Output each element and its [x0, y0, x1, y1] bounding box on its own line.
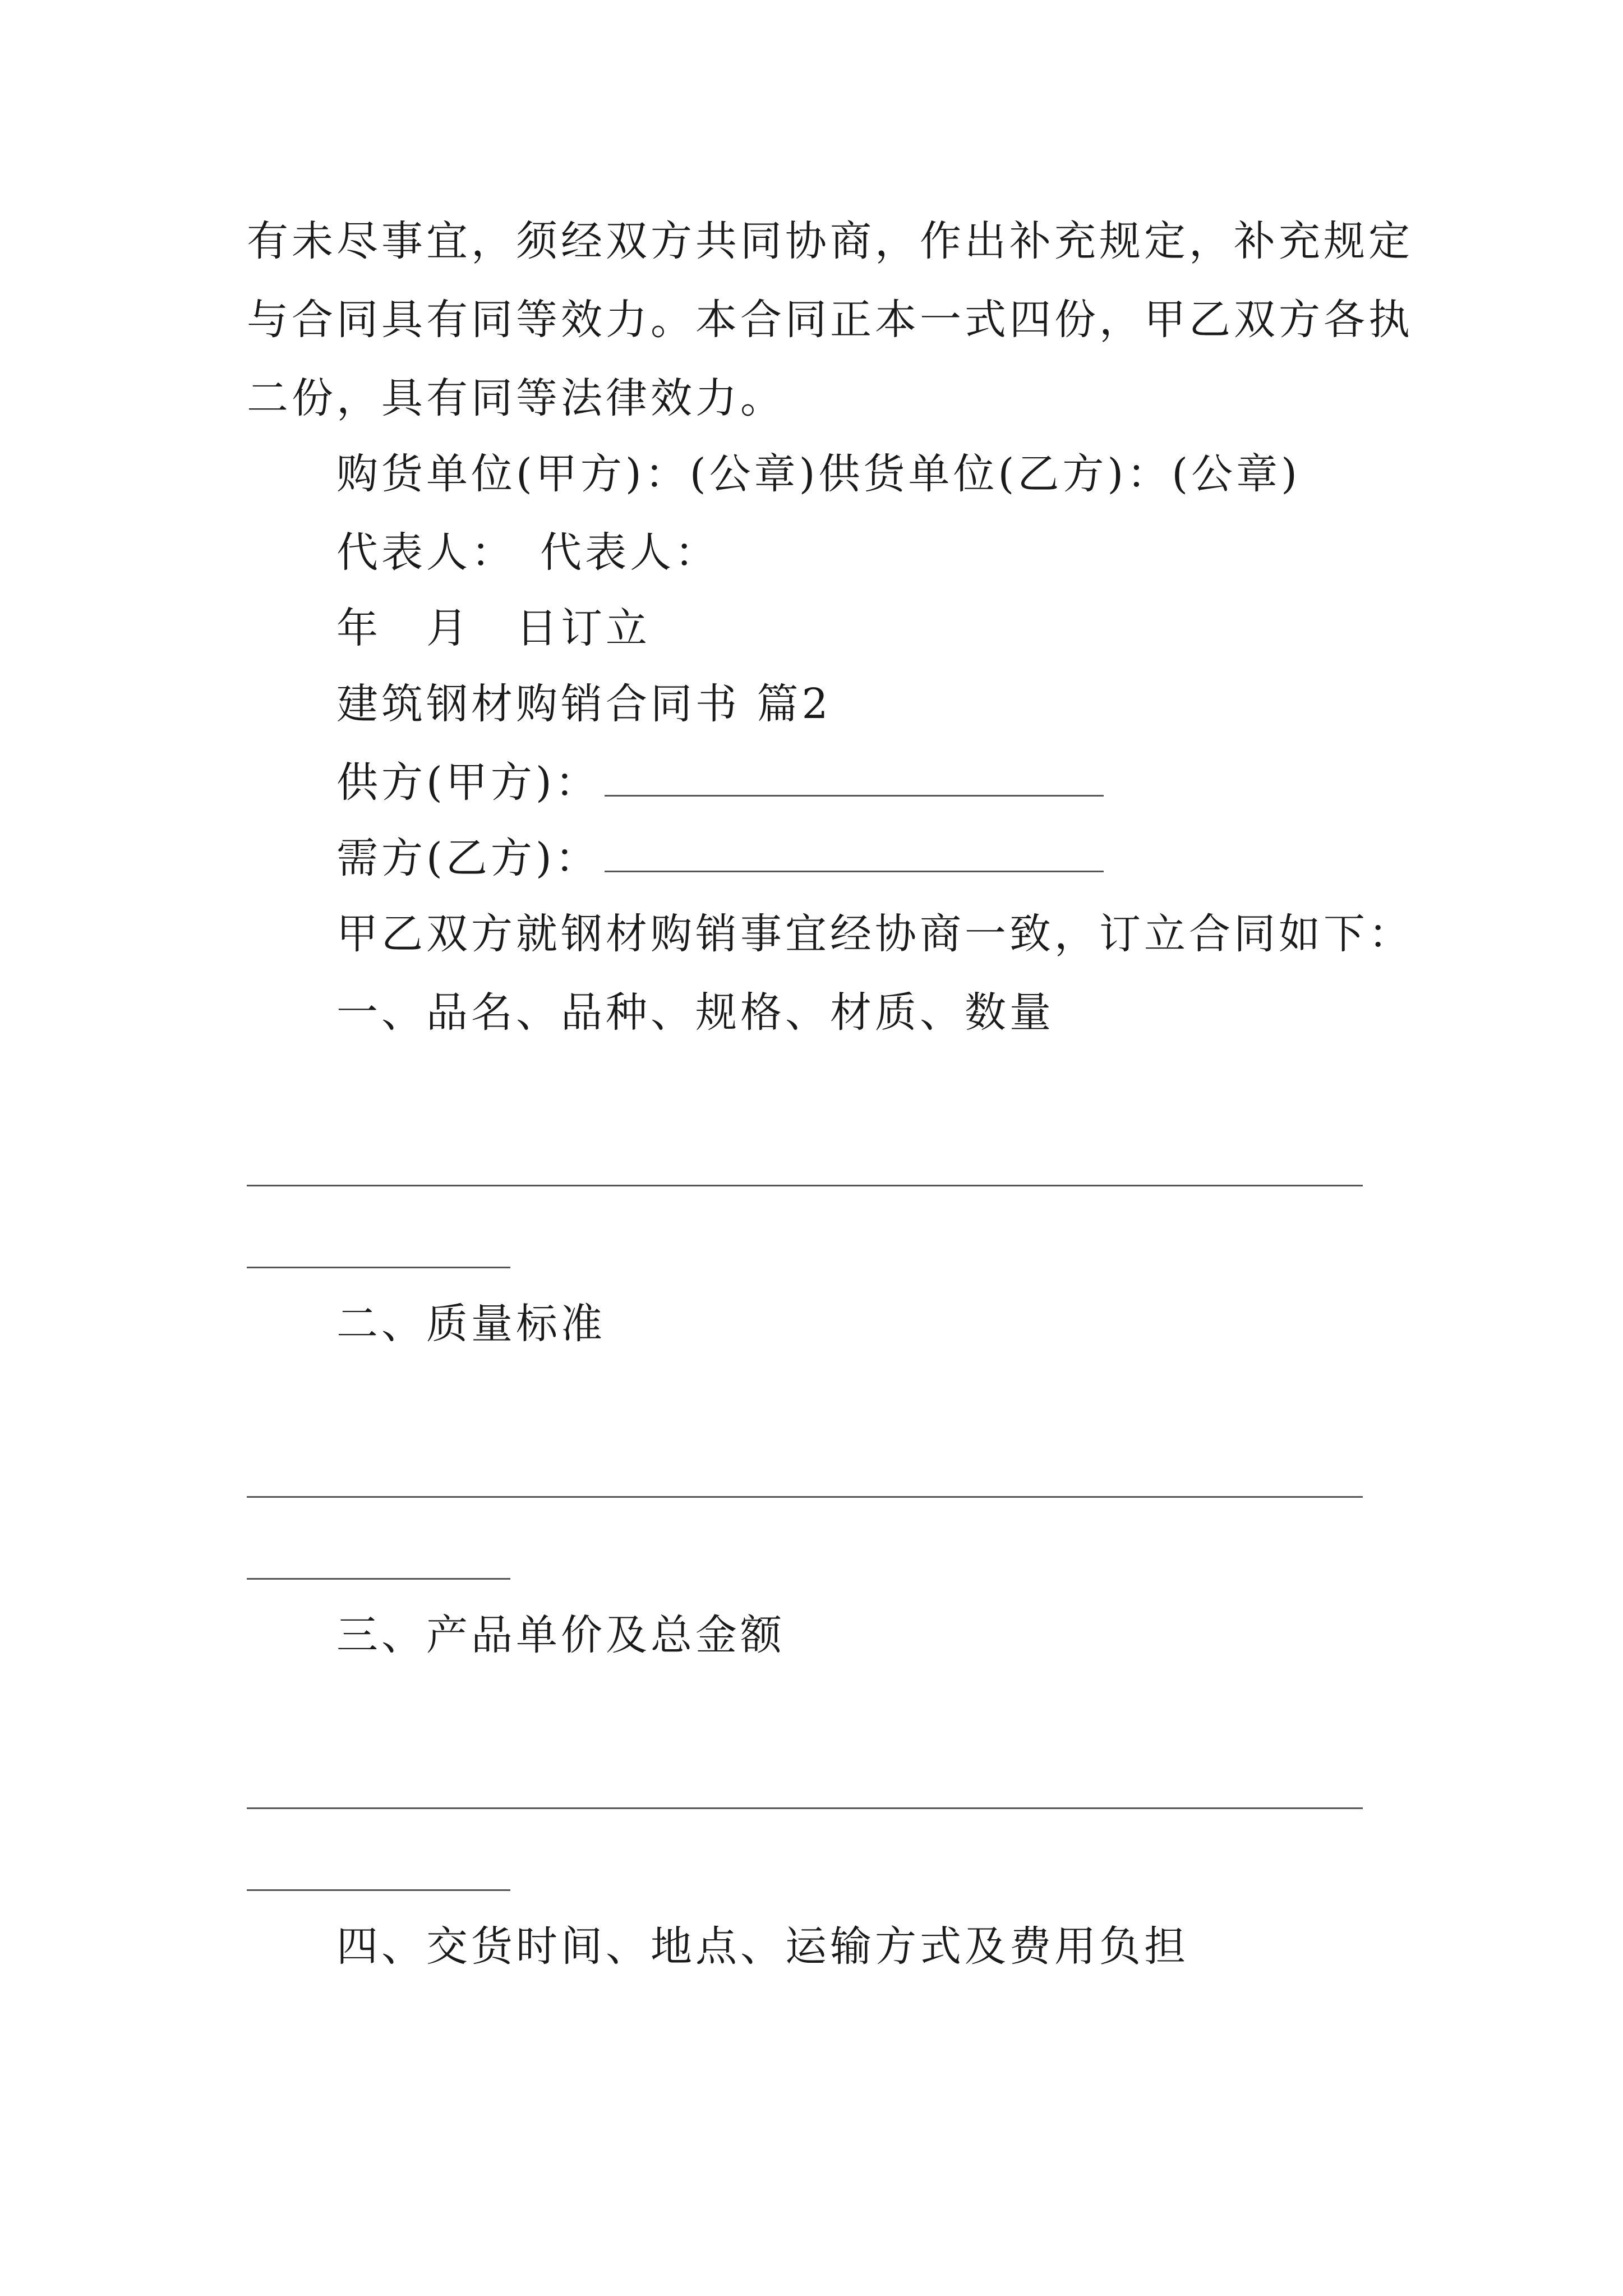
- paragraph-line-1: 有未尽事宜，须经双方共同协商，作出补充规定，补充规定: [247, 217, 1413, 265]
- intro-text: 甲乙双方就钢材购销事宜经协商一致，订立合同如下：: [336, 910, 1413, 958]
- clause-3-blank-line[interactable]: [247, 1807, 1363, 1809]
- supplier-row: [336, 757, 1104, 808]
- clause-2-blank-line-short[interactable]: [247, 1578, 510, 1580]
- clause-3-blank-line-short[interactable]: [247, 1889, 510, 1891]
- buyer-field[interactable]: [605, 871, 1104, 872]
- buyer-label: 需方(乙方)：: [336, 834, 600, 882]
- clause-4: 四、交货时间、地点、运输方式及费用负担: [336, 1922, 1189, 1971]
- clause-3: 三、产品单价及总金额: [336, 1611, 785, 1659]
- representatives: 代表人： 代表人：: [336, 528, 720, 577]
- date-signed: 年 月 日订立: [336, 604, 651, 652]
- paragraph-line-3: 二份，具有同等法律效力。: [247, 374, 785, 422]
- supplier-field[interactable]: [605, 795, 1104, 797]
- buyer-row: [336, 833, 1104, 884]
- clause-2-blank-line[interactable]: [247, 1496, 1363, 1498]
- supplier-label: 供方(甲方)：: [336, 758, 600, 807]
- clause-1-blank-line-short[interactable]: [247, 1267, 510, 1268]
- signature-units: 购货单位(甲方)：(公章)供货单位(乙方)：(公章): [336, 450, 1301, 498]
- paragraph-line-2: 与合同具有同等效力。本合同正本一式四份，甲乙双方各执: [247, 296, 1413, 344]
- section-title: 建筑钢材购销合同书 篇2: [336, 680, 832, 728]
- clause-1-blank-line[interactable]: [247, 1185, 1363, 1186]
- clause-2: 二、质量标准: [336, 1300, 606, 1348]
- clause-1: 一、品名、品种、规格、材质、数量: [336, 988, 1054, 1037]
